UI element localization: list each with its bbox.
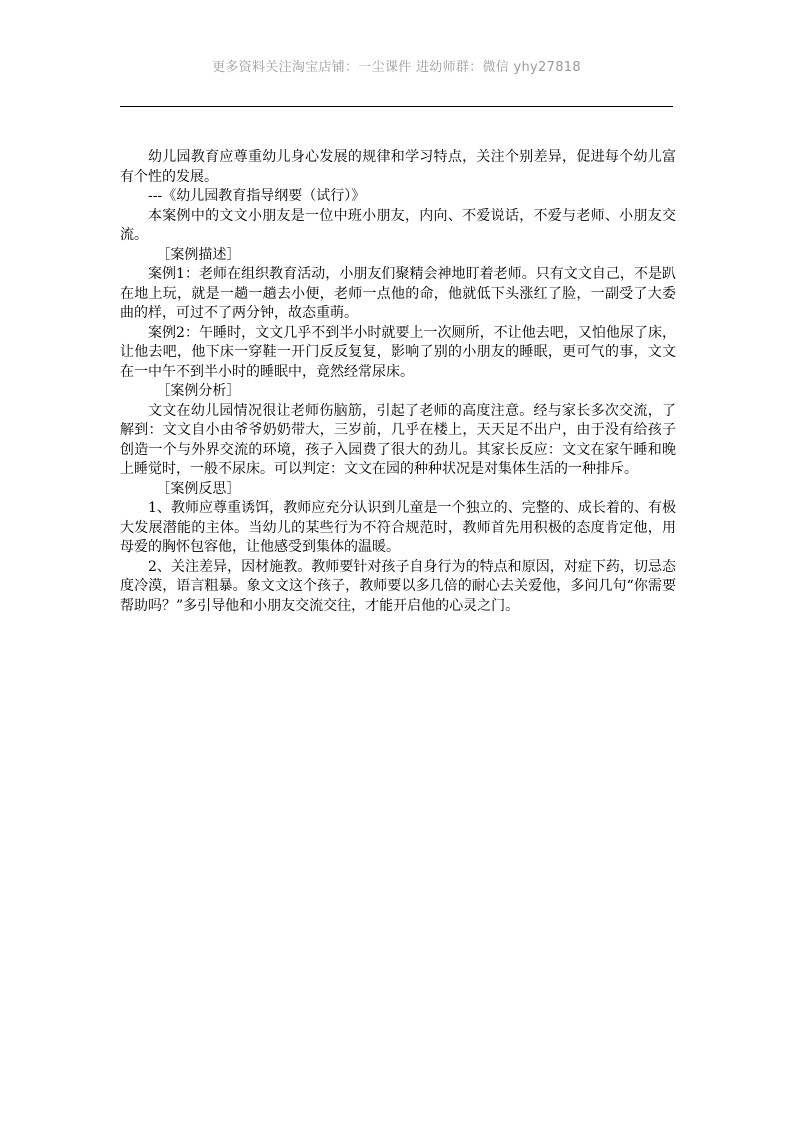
header-divider — [120, 106, 673, 107]
reflection-point-1: 1、教师应尊重诱饵，教师应充分认识到儿童是一个独立的、完整的、成长着的、有极大发展潜能的主体。当幼儿的某些行为不符合规范时，教师首先用积极的态度肯定他，用母爱的胸怀包容他，让他感受到集体的温暖。 — [120, 500, 676, 555]
section-heading-analysis: ［案例分析］ — [156, 383, 241, 399]
section-heading-description: ［案例描述］ — [156, 246, 241, 263]
case-2-paragraph: 案例2：午睡时，文文几乎不到半小时就要上一次厕所，不让他去吧，又怕他尿了床，让他去吧，他下床一穿鞋一开门反反复复，影响了别的小朋友的睡眠，更可气的事，文文在一中午不到半小时的睡眠中，竟然经常尿床。 — [120, 324, 676, 380]
intro-paragraph: 本案例中的文文小朋友是一位中班小朋友，内向、不爱说话，不爱与老师、小朋友交流。 — [120, 207, 676, 243]
page-header-watermark: 更多资料关注淘宝店铺：一尘课件 进幼师群：微信 yhy27818 — [212, 60, 581, 75]
reflection-point-2: 2、关注差异，因材施教。教师要针对孩子自身行为的特点和原因，对症下药，切忌态度冷漠，语言粗暴。象文文这个孩子，教师要以多几倍的耐心去关爱他，多问几句“你需要帮助吗？”多引导他和小朋友交流交往，才能开启他的心灵之门。 — [120, 558, 676, 614]
epigraph-paragraph: 幼儿园教育应尊重幼儿身心发展的规律和学习特点，关注个别差异，促进每个幼儿富有个性的发展。 — [120, 149, 676, 185]
case-1-paragraph: 案例1：老师在组织教育活动，小朋友们聚精会神地盯着老师。只有文文自己，不是趴在地上玩，就是一趟一趟去小便，老师一点他的命，他就低下头涨红了脸，一副受了大委曲的样，可过不了两分钟，故态重萌。 — [120, 266, 676, 321]
section-heading-reflection: ［案例反思］ — [156, 480, 241, 497]
analysis-paragraph: 文文在幼儿园情况很让老师伤脑筋，引起了老师的高度注意。经与家长多次交流，了解到：文文自小由爷爷奶奶带大，三岁前，几乎在楼上，天天足不出户，由于没有给孩子创造一个与外界交流的环境，孩子入园费了很大的劲儿。其家长反应：文文在家午睡和晚上睡觉时，一般不尿床。可以判定：文文在园的种种状况是对集体生活的一种排斥。 — [120, 402, 676, 477]
document-body — [120, 148, 676, 616]
epigraph-source: ---《幼儿园教育指导纲要（试行）》 — [148, 188, 366, 204]
